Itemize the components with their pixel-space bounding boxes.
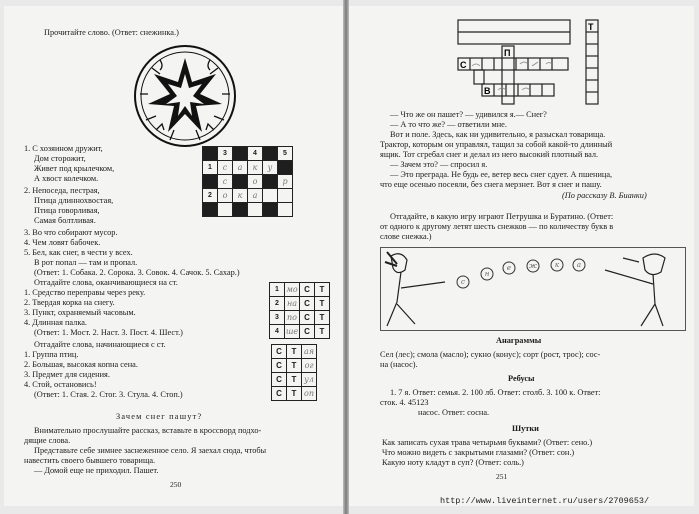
story-crossword-grid: [454, 16, 600, 108]
handwritten-letter: с: [218, 175, 233, 189]
anagram-line: на (насос).: [380, 360, 418, 369]
grid-letter: Т: [287, 359, 302, 373]
snowball-letter: н: [484, 270, 490, 278]
st-start-grid: [271, 344, 317, 401]
grid-num: 4: [248, 147, 263, 161]
st-end-line: 4. Длинная палка.: [24, 318, 87, 327]
snowball-letter: к: [554, 261, 560, 269]
dialogue-line: — Что же он пашет? — удивился я.— Снег?: [390, 110, 547, 119]
grid-letter: С: [272, 359, 287, 373]
rebus-title: Ребусы: [508, 374, 535, 383]
handwritten-letter: у: [263, 161, 278, 175]
handwritten-letter: по: [285, 311, 300, 325]
grid-letter: С: [300, 311, 315, 325]
book-spine: [343, 0, 349, 514]
page-number-left: 250: [170, 480, 182, 489]
joke-line: Как записать сухая трава четырьмя буквами? (Ответ: сено.): [382, 438, 593, 447]
source-url-watermark: http://www.liveinternet.ru/users/2709653/: [440, 496, 650, 506]
grid-num: 5: [278, 147, 293, 161]
petrushka-buratino-illustration: [381, 248, 681, 328]
game-question: от одного к другому летят шесть снежков — по количеству букв в: [380, 222, 614, 231]
rebus-line: сток. 4. 45123: [380, 398, 429, 407]
crossword-letter: Т: [588, 22, 594, 32]
dialogue-line: — Зачем это? — спросил я.: [390, 160, 488, 169]
riddle-line: Птица длиннохвостая,: [34, 196, 114, 205]
game-question: слове снежка.): [380, 232, 432, 241]
story-line: — Домой еще не приходил. Пашет.: [34, 466, 159, 475]
grid-num: 4: [270, 325, 285, 339]
story-line: Представьте себе зимнее заснеженное село. Я заехал сюда, чтобы: [34, 446, 267, 455]
snowball-letter: е: [506, 264, 512, 272]
snowflake-title: Прочитайте слово. (Ответ: снежинка.): [44, 28, 179, 37]
petrushka-head-icon: [391, 254, 407, 273]
story-line: навестить своего бывшего товарища.: [24, 456, 156, 465]
riddle-line: Живет под крылечком,: [34, 164, 115, 173]
riddle-crossword-grid: [202, 146, 293, 217]
anagram-line: Сел (лес); смола (масло); сукно (конус); сорт (рост, трос); сос-: [380, 350, 601, 359]
dialogue-source: (По рассказу В. Бианки): [562, 191, 647, 200]
grid-letter: С: [272, 387, 287, 401]
grid-letter: Т: [315, 311, 330, 325]
grid-letter: Т: [287, 387, 302, 401]
riddle-line: 1. С хозяином дружит,: [24, 144, 103, 153]
dialogue-line: что еще осенью посеяли, без снега мерзнет. Вот я снег и пашу.: [380, 180, 602, 189]
grid-letter: С: [272, 345, 287, 359]
crossword-letter: С: [460, 60, 467, 70]
grid-letter: С: [300, 283, 315, 297]
petrushka-body-icon: [387, 272, 445, 326]
grid-letter: С: [272, 373, 287, 387]
page-number-right: 251: [496, 472, 508, 481]
grid-letter: Т: [315, 325, 330, 339]
crossword-letter: В: [484, 86, 491, 96]
handwritten-letter: ая: [302, 345, 317, 359]
st-end-title: Отгадайте слова, оканчивающиеся на ст.: [34, 278, 178, 287]
buratino-body-icon: [605, 270, 663, 326]
handwritten-letter: а: [233, 161, 248, 175]
st-start-title: Отгадайте слова, начинающиеся с ст.: [34, 340, 166, 349]
grid-letter: Т: [315, 283, 330, 297]
grid-num: 1: [203, 161, 218, 175]
handwritten-letter: р: [278, 175, 293, 189]
dialogue-line: Вот и поле. Здесь, как ни удивительно, я разыскал товарища.: [390, 130, 606, 139]
story-line: Внимательно прослушайте рассказ, вставьте в кроссворд подхо-: [34, 426, 262, 435]
st-start-line: 1. Группа птиц.: [24, 350, 79, 359]
st-end-grid: [269, 282, 330, 339]
snowball-letter: ж: [529, 262, 537, 270]
buratino-head-icon: [623, 254, 665, 275]
riddle-line: 2. Непоседа, пестрая,: [24, 186, 100, 195]
riddle-line: Самая болтливая.: [34, 216, 96, 225]
st-end-answer: (Ответ: 1. Мост. 2. Наст. 3. Пост. 4. Шест.): [34, 328, 183, 337]
anagram-title: Анаграммы: [496, 336, 542, 345]
jokes-title: Шутки: [512, 424, 539, 433]
riddle-line: 4. Чем ловят бабочек.: [24, 238, 101, 247]
game-question: Отгадайте, в какую игру играют Петрушка и Буратино. (Ответ:: [390, 212, 614, 221]
snowball-letter: с: [461, 278, 465, 286]
grid-letter: Т: [287, 345, 302, 359]
grid-num: 2: [203, 189, 218, 203]
st-end-line: 3. Пункт, охраняемый часовым.: [24, 308, 136, 317]
handwritten-letter: на: [285, 297, 300, 311]
dialogue-line: — Это преграда. Не будь ее, ветер весь снег сдует. А пшеница,: [390, 170, 613, 179]
joke-line: Что можно видеть с закрытыми глазами? (Ответ: сон.): [382, 448, 575, 457]
st-start-answer: (Ответ: 1. Стая. 2. Стог. 3. Стула. 4. Стоп.): [34, 390, 183, 399]
st-start-line: 3. Предмет для сидения.: [24, 370, 110, 379]
rebus-line: 1. 7 я. Ответ: семья. 2. 100 лб. Ответ: столб. 3. 100 к. Ответ:: [390, 388, 601, 397]
crossword-letter: П: [504, 48, 511, 58]
dialogue-line: Трактор, которым он управлял, тащил за собой какой-то длинный: [380, 140, 613, 149]
handwritten-letter: к: [248, 161, 263, 175]
riddle-line: 3. Во что собирают мусор.: [24, 228, 118, 237]
st-end-line: 2. Твердая корка на снегу.: [24, 298, 115, 307]
riddle-line: В рот попал — там и пропал.: [34, 258, 138, 267]
handwritten-letter: ше: [285, 325, 300, 339]
grid-letter: Т: [315, 297, 330, 311]
story-line: дящие слова.: [24, 436, 71, 445]
st-start-line: 4. Стой, остановись!: [24, 380, 97, 389]
handwritten-letter: ог: [302, 359, 317, 373]
grid-num: 3: [270, 311, 285, 325]
st-end-line: 1. Средство переправы через реку.: [24, 288, 146, 297]
riddle-line: А хвост колечком.: [34, 174, 99, 183]
snowball-letter: а: [576, 261, 582, 269]
grid-num: 1: [270, 283, 285, 297]
joke-line: Какую ноту кладут в суп? (Ответ: соль.): [382, 458, 524, 467]
dialogue-line: ящик. Тот сгребал снег и делал из него высокий плотный вал.: [380, 150, 599, 159]
riddle-answer: (Ответ: 1. Собака. 2. Сорока. 3. Совок. 4. Сачок. 5. Сахар.): [34, 268, 240, 277]
story-title: Зачем снег пашут?: [116, 412, 203, 421]
riddle-line: Дом сторожит,: [34, 154, 86, 163]
grid-num: 2: [270, 297, 285, 311]
handwritten-letter: мо: [285, 283, 300, 297]
handwritten-letter: о: [218, 189, 233, 203]
riddle-line: 5. Бел, как снег, в чести у всех.: [24, 248, 133, 257]
handwritten-letter: ул: [302, 373, 317, 387]
handwritten-letter: о: [248, 175, 263, 189]
snowflake-medallion-icon: [130, 44, 240, 148]
handwritten-letter: оп: [302, 387, 317, 401]
grid-letter: С: [300, 297, 315, 311]
dialogue-line: — А то что же? — ответили мне.: [390, 120, 507, 129]
rebus-line: насос. Ответ: сосна.: [418, 408, 490, 417]
handwritten-letter: с: [218, 161, 233, 175]
grid-num: 3: [218, 147, 233, 161]
grid-letter: Т: [287, 373, 302, 387]
handwritten-letter: к: [233, 189, 248, 203]
st-start-line: 2. Большая, высокая копна сена.: [24, 360, 138, 369]
grid-letter: С: [300, 325, 315, 339]
riddle-line: Птица говорливая,: [34, 206, 100, 215]
handwritten-letter: а: [248, 189, 263, 203]
